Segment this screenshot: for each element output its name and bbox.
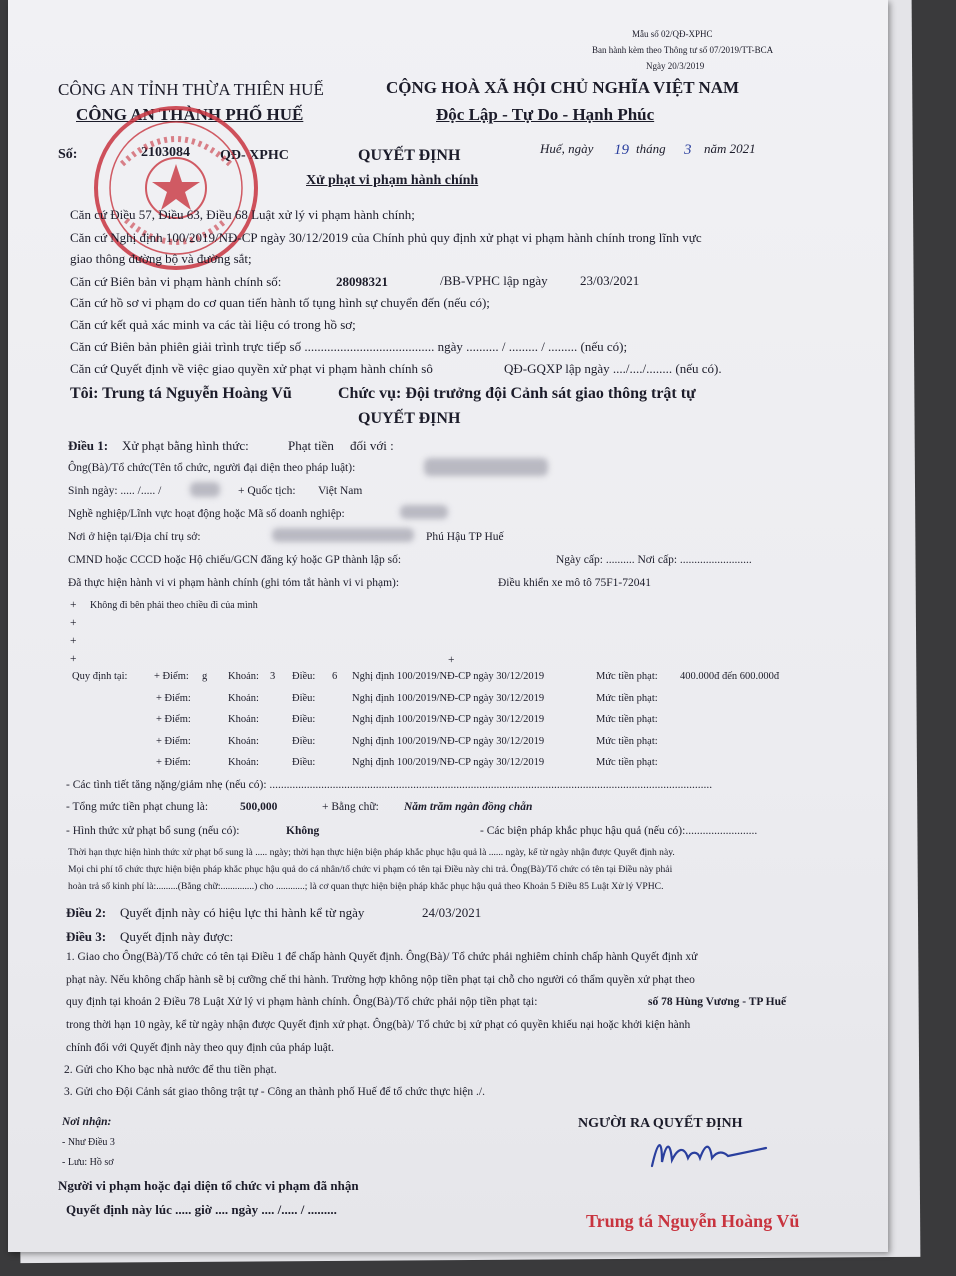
basis-5: Căn cứ kết quả xác minh va các tài liệu có trong hồ sơ; xyxy=(70,317,356,332)
regulation-diem-label: + Điểm: xyxy=(156,757,191,768)
basis-7: Căn cứ Quyết định về việc giao quyền xử phạt vi phạm hành chính sô xyxy=(70,361,433,376)
regulation-muc-label: Mức tiền phạt: xyxy=(596,671,658,682)
item-plus-3: + xyxy=(70,635,77,647)
dieu3-line-5: chính đối với Quyết định này theo quy định của pháp luật. xyxy=(66,1042,334,1054)
dieu3-text: Quyết định này được: xyxy=(120,929,234,944)
dieu3-line-4: trong thời hạn 10 ngày, kể từ ngày nhận được Quyết định xử phạt. Ông(bà)/ Tổ chức bị xử phạt có quyền khiếu nại hoặc khởi kiện hành xyxy=(66,1019,691,1031)
form-code: Mẫu số 02/QĐ-XPHC xyxy=(632,29,713,39)
violation-text: Điều khiển xe mô tô 75F1-72041 xyxy=(498,577,651,589)
extra-value: Không xyxy=(286,825,320,837)
remedy: - Các biện pháp khắc phục hậu quả (nếu có):......................... xyxy=(480,825,758,837)
note-3: hoàn trả số kinh phí là:.........(Bằng chữ:..............) cho ............; là cơ quan thực hiện biện pháp khắc phục hậu quả theo Khoản 5 Điều 85 Luật Xử lý VPHC. xyxy=(68,881,664,892)
agency-top: CÔNG AN TỈNH THỪA THIÊN HUẾ xyxy=(58,80,324,99)
year: năm 2021 xyxy=(704,141,756,156)
regulation-dieu: 6 xyxy=(332,671,338,682)
regulation-muc: 400.000đ đến 600.000đ xyxy=(680,671,780,682)
regulation-muc-label: Mức tiền phạt: xyxy=(596,692,658,704)
title-sub: Xử phạt vi phạm hành chính xyxy=(306,173,479,188)
note-1: Thời hạn thực hiện hình thức xử phạt bổ sung là ..... ngày; thời hạn thực hiện biện pháp khắc phục hậu quả là ...... ngày, kể từ ngày nhận được Quyết định này. xyxy=(68,847,675,858)
decision-heading: QUYẾT ĐỊNH xyxy=(358,410,461,427)
dob-label: Sinh ngày: ..... /..... / xyxy=(68,485,162,497)
place-date: Huế, ngày xyxy=(540,141,594,156)
regulation-muc-label: Mức tiền phạt: xyxy=(596,757,658,768)
day-handwritten: 19 xyxy=(614,142,629,158)
official-stamp xyxy=(92,104,260,272)
basis-2: Căn cứ Nghị định 100/2019/NĐ-CP ngày 30/12/2019 của Chính phủ quy định xử phạt vi phạm hành chính trong lĩnh vực xyxy=(70,230,702,245)
note-2: Mọi chi phí tổ chức thực hiện biện pháp khắc phục hậu quả do cá nhân/tổ chức vi phạm có tên tại Điều này chi trả. Ông(Bà)/Tổ chức có tên tại Điều này phải xyxy=(68,864,673,875)
redacted-name xyxy=(424,458,548,476)
regulation-khoan-label: Khoản: xyxy=(228,735,259,747)
extra-label: - Hình thức xử phạt bổ sung (nếu có): xyxy=(66,825,240,837)
item-plus-2: + xyxy=(70,617,77,629)
regulation-nd: Nghị định 100/2019/NĐ-CP ngày 30/12/2019 xyxy=(352,671,545,682)
dieu1-text: Xử phạt bằng hình thức: xyxy=(122,438,249,453)
country-name: CỘNG HOÀ XÃ HỘI CHỦ NGHĨA VIỆT NAM xyxy=(386,78,740,97)
basis-3-suffix: /BB-VPHC lập ngày xyxy=(440,273,548,288)
month-label: tháng xyxy=(636,141,666,156)
id-date-place: Ngày cấp: .......... Nơi cấp: ......................... xyxy=(556,554,752,566)
basis-1: Căn cứ Điều 57, Điều 63, Điều 68 Luật xử lý vi phạm hành chính; xyxy=(70,207,415,222)
dieu3-line-2: phạt này. Nếu không chấp hành sẽ bị cưỡng chế thi hành. Trường hợp không nộp tiền phạt tại chỗ cho người có thẩm quyền xử phạt theo xyxy=(66,974,695,986)
regulation-nd: Nghị định 100/2019/NĐ-CP ngày 30/12/2019 xyxy=(352,757,545,768)
regulation-khoan-label: Khoản: xyxy=(228,692,259,704)
dieu2-label: Điều 2: xyxy=(66,905,107,920)
nationality: Việt Nam xyxy=(318,485,363,497)
doi-voi: đối với : xyxy=(350,438,394,453)
basis-4: Căn cứ hồ sơ vi phạm do cơ quan tiến hành tố tụng hình sự chuyển đến (nếu có); xyxy=(70,295,490,310)
amount-in-words: Năm trăm ngàn đồng chẵn xyxy=(404,801,533,813)
regulation-khoan-label: Khoản: xyxy=(228,671,259,682)
report-number: 28098321 xyxy=(336,274,388,289)
recipients-label: Nơi nhận: xyxy=(62,1116,112,1128)
signer-name: Trung tá Nguyễn Hoàng Vũ xyxy=(586,1211,800,1231)
form-date: Ngày 20/3/2019 xyxy=(646,61,705,71)
address-label: Nơi ở hiện tại/Địa chỉ trụ sở: xyxy=(68,531,201,543)
words-label: + Bằng chữ: xyxy=(322,801,379,813)
basis-2b: giao thông đường bộ và đường sắt; xyxy=(70,251,252,266)
signer-title: NGƯỜI RA QUYẾT ĐỊNH xyxy=(578,1116,743,1131)
so-number: 2103084 xyxy=(141,145,190,160)
regulation-dieu-label: Điều: xyxy=(292,714,316,725)
regulation-dieu-label: Điều: xyxy=(292,735,316,747)
month-handwritten: 3 xyxy=(684,142,692,158)
dieu3-line-7: 3. Gửi cho Đội Cảnh sát giao thông trật tự - Công an thành phố Huế để tổ chức thực hiện ./. xyxy=(64,1086,485,1098)
dieu3-line-3: quy định tại khoản 2 Điều 78 Luật Xử lý vi phạm hành chính. Ông(Bà)/Tổ chức phải nộp tiền phạt tại: xyxy=(66,996,538,1008)
redacted-address xyxy=(272,528,414,542)
regulation-nd: Nghị định 100/2019/NĐ-CP ngày 30/12/2019 xyxy=(352,692,545,704)
dieu1-label: Điều 1: xyxy=(68,438,109,453)
regulation-label: Quy định tại: xyxy=(72,671,128,682)
dieu3-line-6: 2. Gửi cho Kho bạc nhà nước để thu tiền phạt. xyxy=(64,1064,277,1076)
regulation-khoan-label: Khoản: xyxy=(228,757,259,768)
job-label: Nghề nghiệp/Lĩnh vực hoạt động hoặc Mã số doanh nghiệp: xyxy=(68,508,345,520)
regulation-khoan: 3 xyxy=(270,671,276,682)
nationality-label: + Quốc tịch: xyxy=(238,485,296,497)
regulation-dieu-label: Điều: xyxy=(292,692,316,704)
dieu3-label: Điều 3: xyxy=(66,929,107,944)
regulation-diem-label: + Điểm: xyxy=(154,671,189,682)
agency-name: CÔNG AN THÀNH PHỐ HUẾ xyxy=(76,105,304,124)
regulation-dieu-label: Điều: xyxy=(292,757,316,768)
regulation-muc-label: Mức tiền phạt: xyxy=(596,735,658,747)
form-issued-by: Ban hành kèm theo Thông tư số 07/2019/TT-BCA xyxy=(592,45,774,55)
basis-3-label: Căn cứ Biên bản vi phạm hành chính số: xyxy=(70,274,282,289)
report-date: 23/03/2021 xyxy=(580,273,640,288)
regulation-nd: Nghị định 100/2019/NĐ-CP ngày 30/12/2019 xyxy=(352,735,545,747)
regulation-nd: Nghị định 100/2019/NĐ-CP ngày 30/12/2019 xyxy=(352,714,545,725)
receiver-line-1: Người vi phạm hoặc đại diện tổ chức vi phạm đã nhận xyxy=(58,1178,359,1193)
id-label: CMND hoặc CCCD hoặc Hộ chiếu/GCN đăng ký hoặc GP thành lập số: xyxy=(68,554,402,566)
signature xyxy=(648,1130,778,1178)
item-plus-4: + xyxy=(70,653,77,665)
regulation-dieu-label: Điều: xyxy=(292,671,316,682)
so-suffix: QĐ- XPHC xyxy=(220,148,289,163)
title-main: QUYẾT ĐỊNH xyxy=(358,147,461,164)
regulation-khoan-label: Khoản: xyxy=(228,714,259,725)
regulation-diem: g xyxy=(202,671,208,682)
violation-label: Đã thực hiện hành vi vi phạm hành chính (ghi tóm tắt hành vi vi phạm): xyxy=(68,577,400,589)
person-label: Ông(Bà)/Tổ chức(Tên tổ chức, người đại diện theo pháp luật): xyxy=(68,462,356,474)
officer-name: Tôi: Trung tá Nguyễn Hoàng Vũ xyxy=(70,385,292,402)
regulation-muc-label: Mức tiền phạt: xyxy=(596,714,658,725)
total-amount: 500,000 xyxy=(240,801,278,813)
basis-7b: QĐ-GQXP lập ngày ..../..../........ (nếu có). xyxy=(504,361,722,376)
basis-6: Căn cứ Biên bản phiên giải trình trực tiếp số ........................................ ngày .......... / ......... / ......... (nếu có); xyxy=(70,339,628,354)
payment-place: số 78 Hùng Vương - TP Huế xyxy=(648,996,787,1008)
regulation-diem-label: + Điểm: xyxy=(156,692,191,704)
officer-position: Chức vụ: Đội trưởng đội Cảnh sát giao thông trật tự xyxy=(338,385,696,402)
address: Phú Hậu TP Huế xyxy=(426,531,504,543)
effective-date: 24/03/2021 xyxy=(422,905,482,920)
regulation-diem-label: + Điểm: xyxy=(156,714,191,725)
so-label: Số: xyxy=(58,147,78,162)
violation-item-1: Không đi bên phải theo chiều đi của mình xyxy=(90,600,258,611)
motto: Độc Lập - Tự Do - Hạnh Phúc xyxy=(436,105,655,124)
redacted-job xyxy=(400,505,448,519)
circumstances: - Các tình tiết tăng nặng/giảm nhẹ (nếu có): .......................................................................................................................................................... xyxy=(66,779,713,791)
recipient-1: - Như Điều 3 xyxy=(62,1137,115,1148)
total-label: - Tổng mức tiền phạt chung là: xyxy=(66,801,209,813)
penalty-form: Phạt tiền xyxy=(288,438,334,453)
redacted-dob xyxy=(190,482,220,497)
item-plus-mid: + xyxy=(448,654,455,666)
receiver-line-2: Quyết định này lúc ..... giờ .... ngày .... /..... / ......... xyxy=(66,1202,337,1217)
regulation-diem-label: + Điểm: xyxy=(156,735,191,747)
dieu2-text: Quyết định này có hiệu lực thi hành kể từ ngày xyxy=(120,905,365,920)
dieu3-line-1: 1. Giao cho Ông(Bà)/Tổ chức có tên tại Điều 1 để chấp hành Quyết định. Ông(Bà)/ Tổ chức phải nghiêm chỉnh chấp hành Quyết định xử xyxy=(66,951,698,963)
document-page xyxy=(8,0,888,1252)
recipient-2: - Lưu: Hồ sơ xyxy=(62,1157,114,1168)
item-plus-1: + xyxy=(70,599,77,611)
